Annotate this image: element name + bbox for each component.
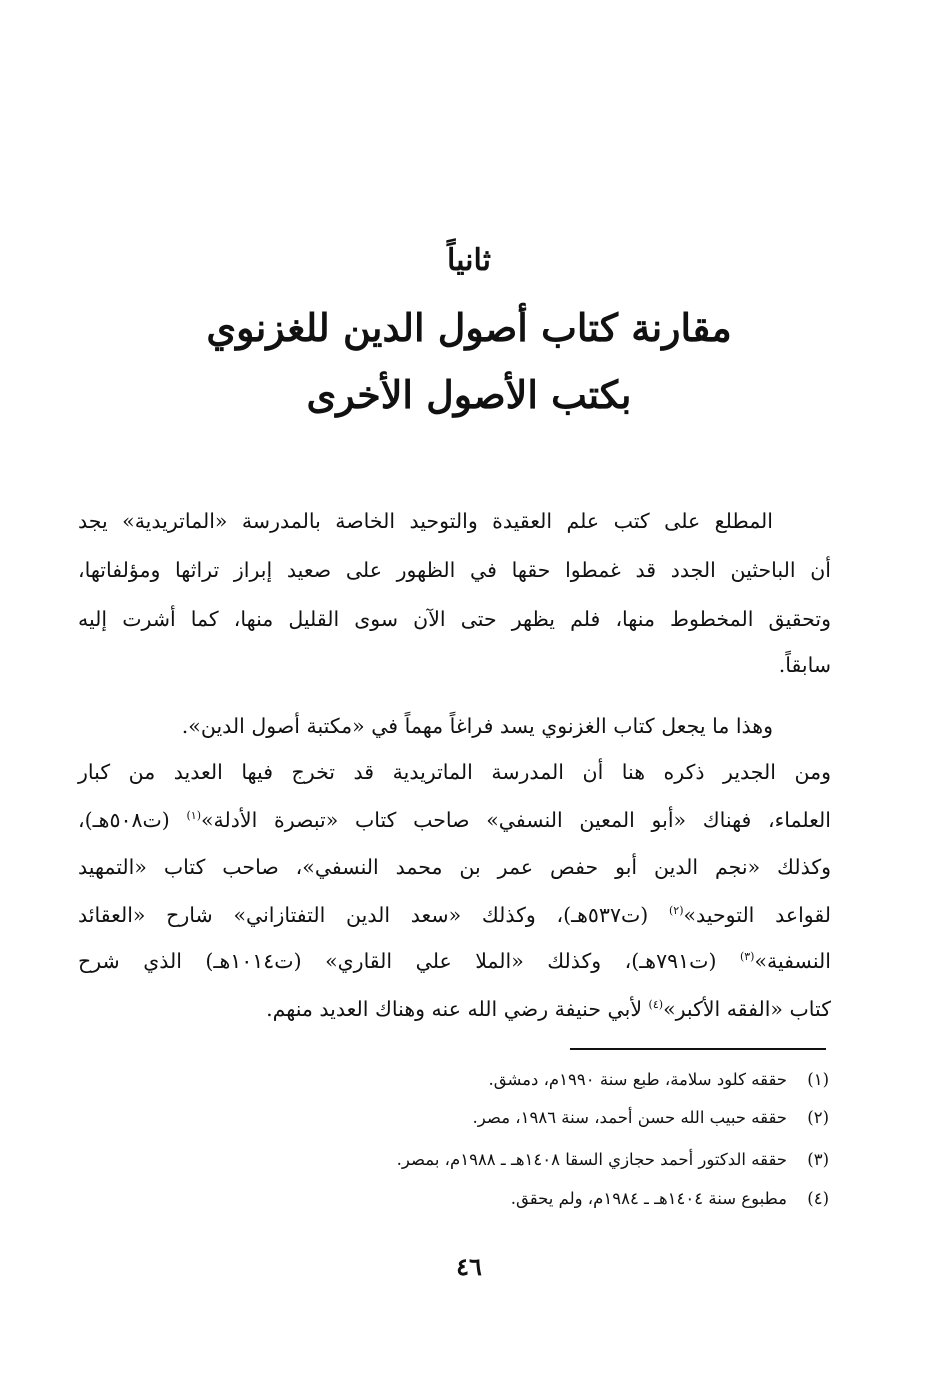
paragraph-line: وهذا ما يجعل كتاب الغزنوي يسد فراغاً مهماً في «مكتبة أصول الدين». <box>181 714 773 738</box>
footnote-ref-1[interactable]: (١) <box>186 809 201 823</box>
line-text: (ت٥٣٧هـ)، وكذلك «سعد الدين التفتازاني» شارح «العقائد <box>78 903 669 927</box>
paragraph-line: المطلع على كتب علم العقيدة والتوحيد الخاصة بالمدرسة «الماتريدية» يجد <box>78 509 773 533</box>
paragraph-line-with-footnote-4 <box>78 999 831 1020</box>
line-text: لقواعد التوحيد» <box>683 903 831 927</box>
footnote-ref-3[interactable]: (٣) <box>739 950 755 964</box>
line-text: لأبي حنيفة رضي الله عنه وهناك العديد منهم. <box>266 997 649 1021</box>
footnote-text: حققه كلود سلامة، طبع سنة ١٩٩٠م، دمشق. <box>488 1070 787 1089</box>
paragraph-line: وكذلك «نجم الدين أبو حفص عمر بن محمد النسفي»، صاحب كتاب «التمهيد <box>78 855 831 879</box>
page-number: ٤٦ <box>456 1252 482 1281</box>
footnote-item-1 <box>488 1072 829 1089</box>
paragraph-line: أن الباحثين الجدد قد غمطوا حقها في الظهور على صعيد إبراز تراثها ومؤلفاتها، <box>78 558 831 582</box>
footnote-text: مطبوع سنة ١٤٠٤هـ ـ ١٩٨٤م، ولم يحقق. <box>510 1189 787 1208</box>
section-number-heading: ثانياً <box>446 243 492 278</box>
line-text: (ت٥٠٨هـ)، <box>78 808 187 832</box>
paragraph-line: سابقاً. <box>778 653 831 677</box>
paragraph-line: وتحقيق المخطوط منها، فلم يظهر حتى الآن سوى القليل منها، كما أشرت إليه <box>78 607 831 631</box>
section-title-line-2: بكتب الأصول الأخرى <box>306 372 632 417</box>
footnote-text: حققه الدكتور أحمد حجازي السقا ١٤٠٨هـ ـ ١٩٨٨م، بمصر. <box>396 1150 787 1169</box>
footnote-ref-4[interactable]: (٤) <box>648 998 664 1012</box>
line-text: النسفية» <box>754 949 831 973</box>
line-text: كتاب «الفقه الأكبر» <box>663 997 831 1021</box>
footnote-number: (٣) <box>807 1150 829 1169</box>
footnote-ref-2[interactable]: (٢) <box>668 904 684 918</box>
line-text: (ت٧٩١هـ)، وكذلك «الملا علي القاري» (ت١٠١٤هـ) الذي شرح <box>78 949 740 973</box>
footnote-item-3 <box>397 1152 829 1169</box>
footnote-item-2 <box>473 1110 829 1127</box>
footnote-number: (٤) <box>807 1189 829 1208</box>
footnote-number: (١) <box>807 1070 829 1089</box>
paragraph-line: ومن الجدير ذكره هنا أن المدرسة الماتريدية قد تخرج فيها العديد من كبار <box>78 760 831 784</box>
paragraph-line-with-footnote-1 <box>78 810 831 831</box>
paragraph-line-with-footnote-2 <box>78 905 831 926</box>
footnote-item-4 <box>511 1191 829 1208</box>
footnote-number: (٢) <box>807 1108 829 1127</box>
line-text: العلماء، فهناك «أبو المعين النسفي» صاحب كتاب «تبصرة الأدلة» <box>201 808 831 832</box>
footnote-text: حققه حبيب الله حسن أحمد، سنة ١٩٨٦، مصر. <box>472 1108 787 1127</box>
section-title-line-1: مقارنة كتاب أصول الدين للغزنوي <box>206 305 732 350</box>
paragraph-line-with-footnote-3 <box>78 951 831 972</box>
footnote-divider <box>570 1048 826 1050</box>
